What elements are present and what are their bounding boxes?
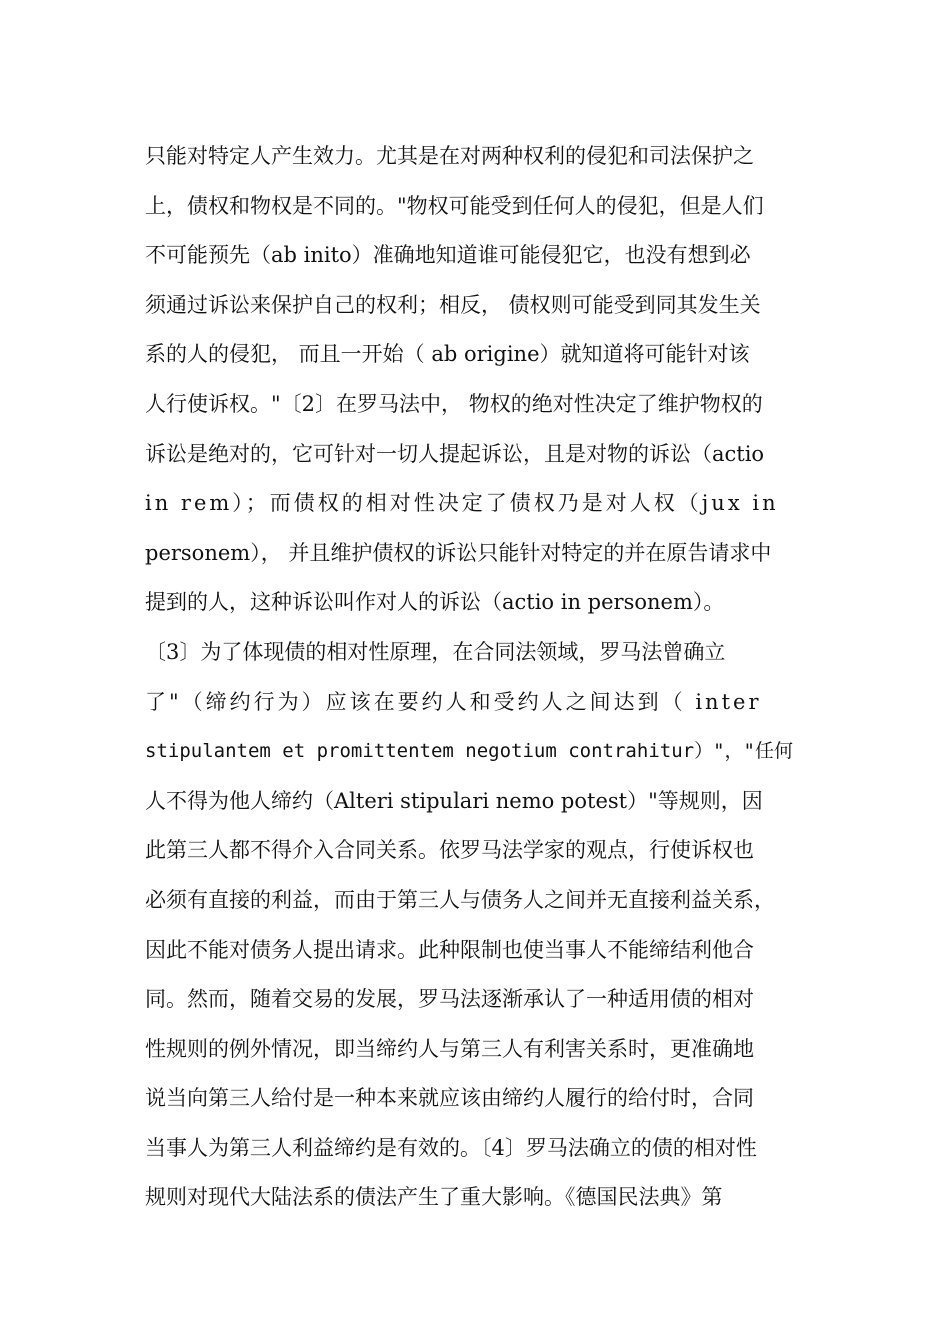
text-line: in rem）；而债权的相对性决定了债权乃是对人权（jux in bbox=[145, 491, 779, 516]
text-line: 人不得为他人缔约（Alteri stipulari nemo potest）"等规则，因 bbox=[145, 788, 763, 813]
text-line: 了"（缔约行为）应该在要约人和受约人之间达到（ inter bbox=[145, 689, 762, 714]
body-text bbox=[145, 132, 825, 1223]
text-line: 因此不能对债务人提出请求。此种限制也使当事人不能缔结利他合 bbox=[145, 937, 754, 962]
text-line: 说当向第三人给付是一种本来就应该由缔约人履行的给付时，合同 bbox=[145, 1086, 754, 1111]
text-line: 须通过诉讼来保护自己的权利；相反， 债权则可能受到同其发生关 bbox=[145, 292, 761, 317]
text-line: 此第三人都不得介入合同关系。依罗马法学家的观点，行使诉权也 bbox=[145, 838, 754, 863]
text-line: 提到的人，这种诉讼叫作对人的诉讼（actio in personem）。 bbox=[145, 590, 725, 615]
text-line: 只能对特定人产生效力。尤其是在对两种权利的侵犯和司法保护之 bbox=[145, 144, 754, 168]
text-line: 人行使诉权。"〔2〕在罗马法中， 物权的绝对性决定了维护物权的 bbox=[145, 391, 763, 416]
text-line: 上，债权和物权是不同的。"物权可能受到任何人的侵犯，但是人们 bbox=[145, 193, 764, 218]
text-line: 不可能预先（ab inito）准确地知道谁可能侵犯它，也没有想到必 bbox=[145, 243, 751, 268]
text-line: 同。然而，随着交易的发展，罗马法逐渐承认了一种适用债的相对 bbox=[145, 987, 754, 1012]
text-line: personem）， 并且维护债权的诉讼只能针对特定的并在原告请求中 bbox=[145, 540, 772, 565]
text-line: 性规则的例外情况，即当缔约人与第三人有利害关系时，更准确地 bbox=[145, 1036, 754, 1061]
text-line: 当事人为第三人利益缔约是有效的。〔4〕罗马法确立的债的相对性 bbox=[145, 1135, 757, 1160]
text-line: 规则对现代大陆法系的债法产生了重大影响。《德国民法典》第 bbox=[145, 1185, 723, 1210]
text-line: stipulantem et promittentem negotium contrahitur）"，"任何 bbox=[145, 740, 793, 763]
text-line: 〔3〕为了体现债的相对性原理，在合同法领域，罗马法曾确立 bbox=[145, 639, 726, 664]
text-line: 系的人的侵犯， 而且一开始（ ab origine）就知道将可能针对该 bbox=[145, 342, 750, 367]
text-line: 诉讼是绝对的，它可针对一切人提起诉讼，且是对物的诉讼（actio bbox=[145, 441, 765, 466]
text-line: 必须有直接的利益，而由于第三人与债务人之间并无直接利益关系， bbox=[145, 887, 775, 912]
